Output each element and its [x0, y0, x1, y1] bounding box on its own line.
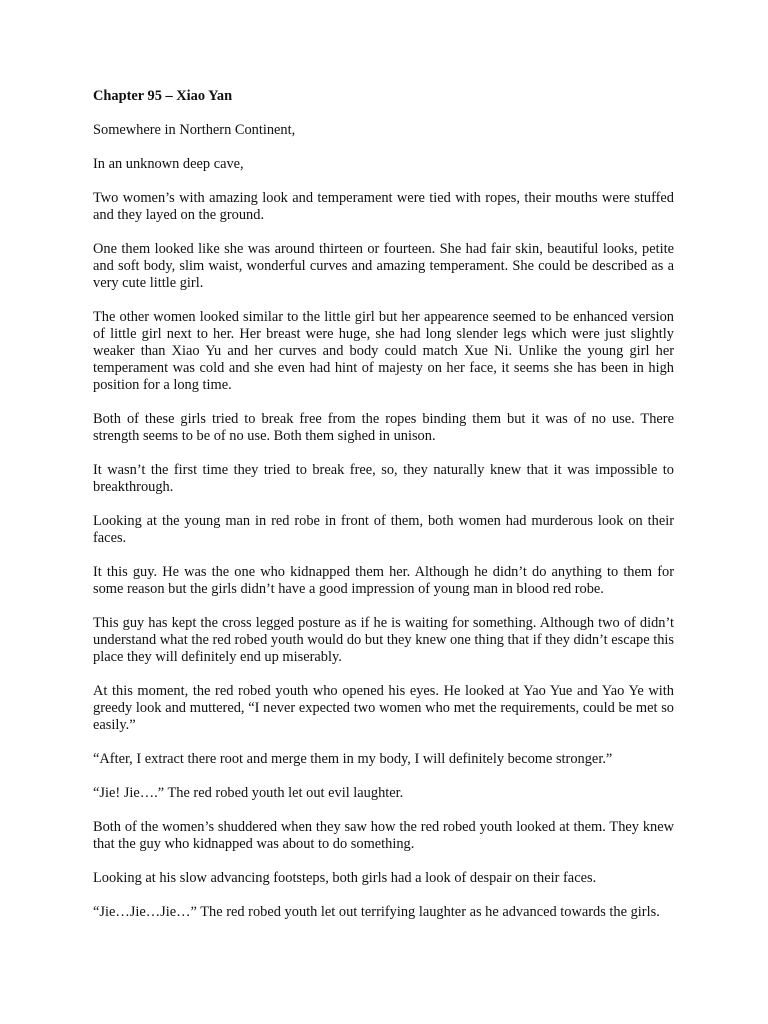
- paragraph: “Jie…Jie…Jie…” The red robed youth let out terrifying laughter as he advanced towards the girls.: [93, 904, 660, 920]
- paragraph: The other women looked similar to the little girl but her appearence seemed to be enhanced version of little girl next to her. Her breast were huge, she had long slender legs which were just slightly weaker than Xiao Yu and her curves and body could match Xue Ni. Unlike the young girl her temperament was cold and she even had hint of majesty on her face, it seems she has been in high position for a long time.: [93, 309, 674, 393]
- document-page: [93, 88, 674, 938]
- paragraph: “Jie! Jie….” The red robed youth let out evil laughter.: [93, 785, 404, 801]
- paragraph: One them looked like she was around thirteen or fourteen. She had fair skin, beautiful looks, petite and soft body, slim waist, wonderful curves and amazing temperament. She could be described as a very cute little girl.: [93, 241, 674, 291]
- paragraph: Looking at the young man in red robe in front of them, both women had murderous look on their faces.: [93, 513, 674, 546]
- paragraph: Two women’s with amazing look and temperament were tied with ropes, their mouths were stuffed and they layed on the ground.: [93, 190, 674, 223]
- paragraph: In an unknown deep cave,: [93, 156, 244, 172]
- chapter-title: Chapter 95 – Xiao Yan: [93, 88, 233, 104]
- paragraph: Somewhere in Northern Continent,: [93, 122, 296, 138]
- paragraph: “After, I extract there root and merge them in my body, I will definitely become stronger.”: [93, 751, 613, 767]
- paragraph: Both of these girls tried to break free from the ropes binding them but it was of no use. There strength seems to be of no use. Both them sighed in unison.: [93, 411, 674, 444]
- paragraph: At this moment, the red robed youth who opened his eyes. He looked at Yao Yue and Yao Ye with greedy look and muttered, “I never expected two women who met the requirements, could be met so easily.”: [93, 683, 674, 733]
- paragraph: It wasn’t the first time they tried to break free, so, they naturally knew that it was impossible to breakthrough.: [93, 462, 674, 495]
- paragraph: This guy has kept the cross legged posture as if he is waiting for something. Although two of didn’t understand what the red robed youth would do but they knew one thing that if they didn’t escape this place they will definitely end up miserably.: [93, 615, 674, 665]
- paragraph: It this guy. He was the one who kidnapped them her. Although he didn’t do anything to them for some reason but the girls didn’t have a good impression of young man in blood red robe.: [93, 564, 674, 597]
- paragraph: Both of the women’s shuddered when they saw how the red robed youth looked at them. They knew that the guy who kidnapped was about to do something.: [93, 819, 674, 852]
- paragraph: Looking at his slow advancing footsteps, both girls had a look of despair on their faces.: [93, 870, 597, 886]
